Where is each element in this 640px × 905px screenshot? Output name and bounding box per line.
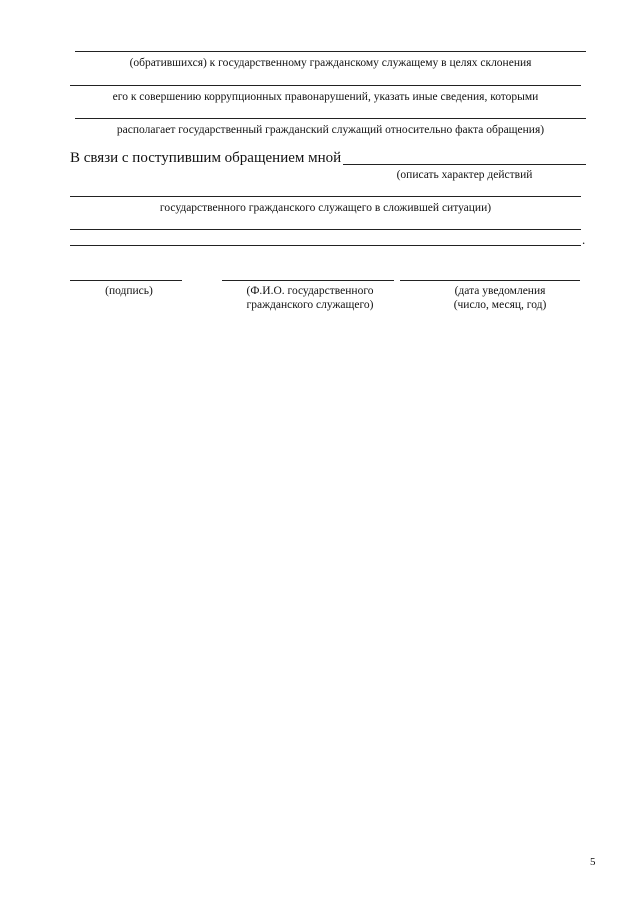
date-label-line2: (число, месяц, год) [453,299,547,311]
caption-appealed: (обратившихся) к государственному гражданскому служащему в целях склонения [129,57,532,69]
date-label-line1: (дата уведомления [454,285,546,297]
caption-describe-actions: (описать характер действий [396,169,533,181]
page-number: 5 [590,856,596,868]
blank-line-3 [75,118,586,119]
blank-line-6 [70,245,581,246]
caption-facts: располагает государственный гражданский служащий относительно факта обращения) [116,124,545,136]
fio-line [222,280,394,281]
end-period: . [582,232,586,247]
statement-text: В связи с поступившим обращением мной [70,150,342,166]
blank-line-4 [70,196,581,197]
caption-corruption: его к совершению коррупционных правонарушений, указать иные сведения, которыми [112,91,539,103]
fio-label-line1: (Ф.И.О. государственного [246,285,374,297]
blank-line-5 [70,229,581,230]
fio-label-line2: гражданского служащего) [246,299,374,311]
statement-fill-line [343,164,586,165]
date-line [400,280,580,281]
caption-situation: государственного гражданского служащего в сложившей ситуации) [159,202,492,214]
signature-label: (подпись) [105,285,153,297]
blank-line-2 [70,85,581,86]
blank-line-1 [75,51,586,52]
signature-line [70,280,182,281]
